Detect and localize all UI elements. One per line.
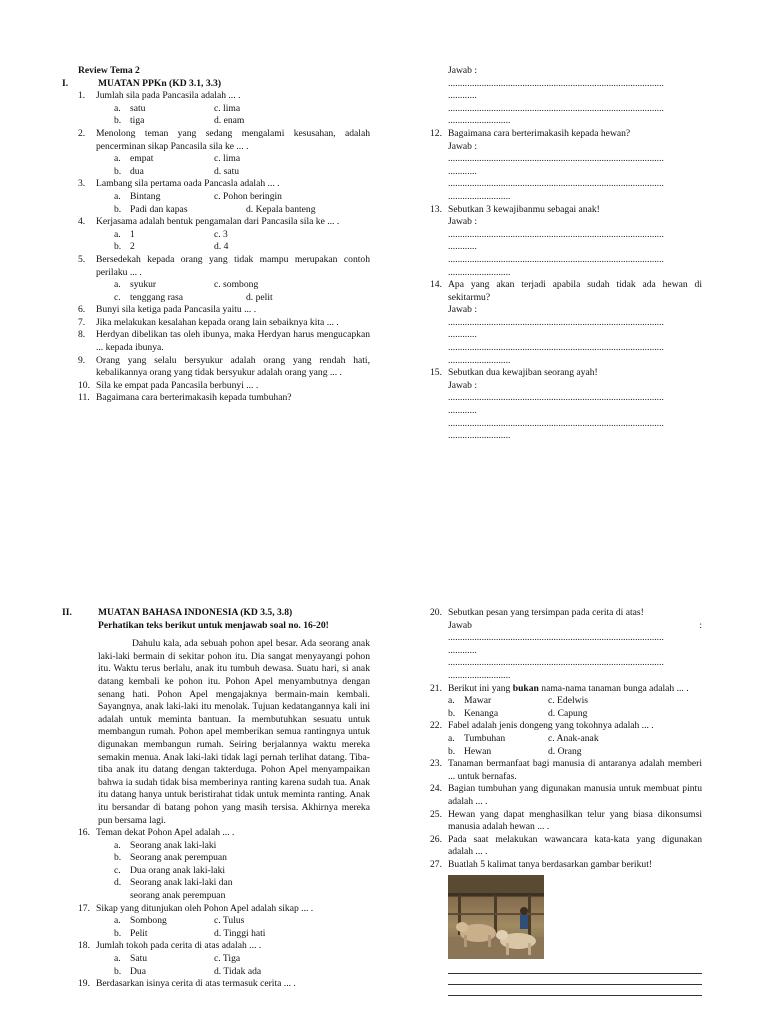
section2-instruction: Perhatikan teks berikut untuk menjawab soal no. 16-20!: [98, 619, 329, 631]
question-item: [62, 827, 370, 840]
answer-dots: ..........................................................................................: [448, 178, 664, 190]
answer-line: [448, 963, 702, 974]
answer-dots: ..........................: [448, 266, 511, 278]
question-item: [430, 367, 702, 380]
question-text: Sebutkan 3 kewajibanmu sebagai anak!: [448, 203, 600, 215]
question-number: 6.: [78, 304, 86, 316]
question-text: Jumlah sila pada Pancasila adalah ... .: [96, 90, 241, 102]
option-text: 1: [130, 228, 135, 240]
question-number: 27.: [430, 858, 442, 870]
answer-options: [62, 279, 370, 304]
question-text: Bunyi sila ketiga pada Pancasila yaitu ... .: [96, 304, 257, 316]
question-number: 5.: [78, 253, 86, 265]
option-text: Mawar: [464, 695, 492, 707]
question-22-options: [430, 733, 702, 758]
question-text: Menolong teman yang sedang mengalami kesusahan, adalah pencerminan sikap Pancasila sila ke ... .: [96, 127, 370, 152]
answer-options: [62, 103, 370, 128]
question-text: Hewan yang dapat menghasilkan telur yang biasa dikonsumsi manusia adalah hewan ... .: [448, 808, 702, 833]
question-item: [430, 279, 702, 304]
question-item: [62, 380, 370, 393]
question-text: Sebutkan dua kewajiban seorang ayah!: [448, 367, 598, 379]
answer-label: Jawab :: [448, 216, 478, 228]
essay-questions-top: [430, 65, 702, 443]
option-text: Padi dan kapas: [130, 203, 188, 215]
question-number: 8.: [78, 329, 86, 341]
answer-option-row: [448, 695, 702, 708]
question-number: 12.: [430, 127, 442, 139]
question-number: 11.: [78, 392, 90, 404]
question-number: 13.: [430, 203, 442, 215]
question-text: Orang yang selalu bersyukur adalah orang yang rendah hati, kebalikannya orang yang tidak bersyukur adalah orang yang ... .: [96, 354, 370, 379]
answer-option-row: [114, 279, 370, 292]
right-top-questions: [430, 128, 702, 443]
option-text: c. Tulus: [214, 915, 245, 927]
question-text: Tanaman bermanfaat bagi manusia di antaranya adalah memberi ... untuk bernafas.: [448, 758, 702, 782]
option-text: d. 4: [214, 241, 229, 253]
answer-dots: ..........................................................................................: [448, 392, 664, 404]
question-number: 20.: [430, 607, 442, 618]
option-text: Satu: [130, 953, 148, 965]
question-21-options: [430, 695, 702, 720]
question-number: 18.: [78, 940, 90, 952]
option-letter: a.: [114, 228, 121, 240]
answer-dots: ............: [448, 405, 477, 417]
option-letter: c.: [114, 291, 121, 303]
answer-option-row: [114, 928, 370, 941]
option-letter: a.: [114, 839, 121, 851]
option-text: c. Edelwis: [548, 695, 588, 707]
option-text: d. enam: [214, 115, 245, 127]
section2-questions: [62, 827, 370, 991]
question-text-part: nama-nama tanaman bunga adalah ... .: [538, 682, 689, 694]
answer-dots: ..........................: [448, 354, 511, 366]
section2-header: [62, 607, 370, 620]
option-letter: b.: [448, 745, 456, 757]
question-item: [62, 903, 370, 916]
answer-dots: ............: [448, 329, 477, 341]
question-item: [430, 128, 702, 141]
question-number: 4.: [78, 216, 86, 228]
section-bahasa-indonesia: [62, 607, 370, 991]
question-number: 14.: [430, 279, 442, 291]
option-letter: d.: [114, 877, 122, 889]
option-letter: b.: [114, 852, 122, 864]
option-text: d. Tinggi hati: [214, 927, 266, 939]
option-text: Seorang anak perempuan: [130, 852, 227, 864]
question-number: 22.: [430, 720, 442, 732]
option-text: dua: [130, 165, 144, 177]
answer-option-row: [114, 115, 370, 128]
question-26: [430, 834, 702, 859]
option-text: c. 3: [214, 228, 228, 240]
question-number: 26.: [430, 833, 442, 845]
question-number: 17.: [78, 902, 90, 914]
answer-dots: ..........................................................................................: [448, 417, 664, 429]
question-24: [430, 783, 702, 808]
answer-dots: ..........................: [448, 115, 511, 127]
questions-bottom-right: [430, 607, 702, 996]
question-item: [62, 128, 370, 153]
option-letter: b.: [114, 115, 122, 127]
answer-dots: ..........................................................................................: [448, 102, 664, 114]
answer-dots: ..........................................................................................: [448, 316, 664, 328]
question-item: [62, 90, 370, 103]
question-item: [62, 304, 370, 317]
option-letter: a.: [114, 102, 121, 114]
option-letter: b.: [114, 927, 122, 939]
answer-dots: ............: [448, 165, 477, 177]
answer-option-row: [114, 166, 370, 179]
answer-option-row: [448, 733, 702, 746]
option-text: c. Pohon beringin: [214, 190, 282, 202]
question-number: 10.: [78, 379, 90, 391]
option-text: Seorang anak laki-laki dan seorang anak perempuan: [130, 877, 233, 902]
option-text: Pelit: [130, 927, 148, 939]
option-letter: a.: [114, 953, 121, 965]
question-item: [430, 204, 702, 217]
answer-option-row: [114, 241, 370, 254]
answer-line: [448, 974, 702, 985]
question-text: Bersedekah kepada orang yang tidak mampu merupakan contoh perilaku ... .: [96, 253, 370, 278]
option-text: syukur: [130, 279, 157, 291]
option-letter: b.: [114, 965, 122, 977]
option-text: Sombong: [130, 915, 167, 927]
question-22: [430, 720, 702, 733]
question-text: Bagaimana cara berterimakasih kepada hewan?: [448, 127, 631, 139]
option-letter: b.: [114, 241, 122, 253]
question-text: Buatlah 5 kalimat tanya berdasarkan gambar berikut!: [448, 858, 653, 870]
question-text: Kerjasama adalah bentuk pengamalan dari Pancasila sila ke ... .: [96, 216, 340, 228]
story-text: Dahulu kala, ada sebuah pohon apel besar. Ada seorang anak laki-laki bermain di sekitar pohon itu. Dia sangat menyayangi pohon itu. Waktu terus berlalu, anak itu tumbuh dewasa. Suatu hari, si anak datang kembali ke pohon itu. Pohon Apel menyambutnya dengan senang hati. Pohon Apel mengajaknya bermain-main kembali. Sayangnya, anak laki-laki itu menolak. Tujuan kedatangannya kali ini adalah untuk meminta bantuan. Ia membutuhkan sesuatu untuk membangun rumah. Pohon apel memberikan semua rantingnya untuk digunakan membangun rumah. Seiring berjalannya waktu mereka semakin menua. Anak laki-laki tidak lagi pernah terlihat datang. Tiba-tiba anak itu datang dengan takterduga. Pohon Apel menyampaikan bahwa ia sudah tidak bisa memberinya ranting karena sudah tua. Anak itu datang hanya untuk beristirahat tidak untuk meminta ranting. Anak itu bersandar di batang pohon yang masih tersisa. Akhirnya mereka pun bersama lagi.: [98, 638, 370, 826]
answer-row-20: [430, 620, 702, 633]
option-text: d. Orang: [548, 745, 582, 757]
option-letter: a.: [448, 695, 455, 707]
option-text: empat: [130, 153, 154, 165]
question-text: Bagaimana cara berterimakasih kepada tumbuhan?: [96, 392, 292, 404]
question-item: [62, 940, 370, 953]
cattle-barn-photo: [448, 875, 544, 959]
option-text: Hewan: [464, 745, 492, 757]
question-27: [430, 859, 702, 872]
option-letter: c.: [114, 864, 121, 876]
answer-dots: ..........................................................................................: [448, 657, 664, 669]
question-number: 2.: [78, 127, 86, 139]
option-text: tenggang rasa: [130, 291, 184, 303]
option-text: c. lima: [214, 153, 241, 165]
option-letter: a.: [114, 915, 121, 927]
section1-title: MUATAN PPKn (KD 3.1, 3.3): [98, 77, 222, 89]
option-text: d. Tidak ada: [214, 965, 262, 977]
section1-questions: [62, 90, 370, 405]
answer-options: [62, 153, 370, 178]
question-number: 9.: [78, 354, 86, 366]
answer-colon: :: [699, 619, 702, 631]
question-text: Sebutkan pesan yang tersimpan pada cerita di atas!: [448, 607, 644, 618]
question-text-part: Berikut ini yang: [448, 682, 513, 694]
answer-dots: ..........................................................................................: [448, 153, 664, 165]
question-23: [430, 758, 702, 783]
question-text: Jika melakukan kesalahan kepada orang lain sebaiknya kita ... .: [96, 316, 339, 328]
answer-lines: [430, 392, 702, 442]
option-text: d. Capung: [548, 707, 588, 719]
option-text: c. Tiga: [214, 953, 241, 965]
option-text: d. satu: [214, 165, 240, 177]
answer-label: Jawab :: [448, 65, 478, 76]
answer-option-row: [114, 840, 370, 853]
question-number: 15.: [430, 367, 442, 379]
option-text: Dua: [130, 965, 146, 977]
answer-options: [62, 840, 370, 903]
question-item: [62, 254, 370, 279]
answer-option-row: [114, 966, 370, 979]
answer-options: [62, 191, 370, 216]
option-text: c. sombong: [214, 279, 259, 291]
answer-dots: ..........................................................................................: [448, 228, 664, 240]
answer-line: [448, 985, 702, 996]
question-21: [430, 683, 702, 696]
option-text: c. lima: [214, 102, 241, 114]
option-text: Seorang anak laki-laki: [130, 839, 217, 851]
option-text: Kenanga: [464, 707, 499, 719]
answer-lines-20: [430, 632, 702, 682]
answer-dots: ..........................................................................................: [448, 342, 664, 354]
question-number: 7.: [78, 316, 86, 328]
answer-option-row: [114, 915, 370, 928]
question-20: [430, 607, 702, 620]
answer-option-row: [114, 229, 370, 242]
question-number: 24.: [430, 783, 442, 795]
question-item: [62, 317, 370, 330]
answer-lines: [430, 317, 702, 367]
question-number: 23.: [430, 758, 442, 770]
answer-lines: [430, 229, 702, 279]
question-number: 3.: [78, 178, 86, 190]
answer-label: Jawab :: [448, 379, 478, 391]
answer-option-row: [114, 877, 370, 902]
answer-label: Jawab: [448, 619, 472, 631]
answer-dots: ..........................................................................................: [448, 632, 664, 644]
question-number: 21.: [430, 682, 442, 694]
review-title: Review Tema 2: [78, 65, 140, 76]
question-number: 16.: [78, 827, 90, 839]
answer-dots: ............: [448, 90, 477, 102]
answer-options: [62, 953, 370, 978]
answer-lines-11: [430, 78, 702, 128]
answer-lines: [430, 153, 702, 203]
section2-title: MUATAN BAHASA INDONESIA (KD 3.5, 3.8): [98, 607, 293, 618]
answer-option-row: [114, 865, 370, 878]
option-letter: b.: [114, 203, 122, 215]
answer-dots: ............: [448, 644, 477, 656]
question-text: Sikap yang ditunjukan oleh Pohon Apel adalah sikap ... .: [96, 902, 314, 914]
answer-dots: ..........................: [448, 430, 511, 442]
answer-dots: ..........................: [448, 669, 511, 681]
answer-option-row: [114, 852, 370, 865]
question-number: 25.: [430, 808, 442, 820]
section1-header: [62, 78, 370, 91]
option-letter: a.: [114, 190, 121, 202]
option-letter: a.: [114, 153, 121, 165]
answer-option-row: [114, 292, 370, 305]
section1-number: I.: [62, 77, 69, 89]
option-text: tiga: [130, 115, 145, 127]
option-text: Bintang: [130, 190, 161, 202]
answer-option-row: [448, 746, 702, 759]
question-item: [62, 178, 370, 191]
option-text: d. pelit: [246, 291, 273, 303]
question-text: Bagian tumbuhan yang digunakan manusia untuk membuat pintu adalah ... .: [448, 783, 702, 807]
question-number: 19.: [78, 978, 90, 990]
question-text: Teman dekat Pohon Apel adalah ... .: [96, 827, 235, 839]
answer-dots: ..........................................................................................: [448, 77, 664, 89]
question-text: Berdasarkan isinya cerita di atas termasuk cerita ... .: [96, 978, 296, 990]
question-number: 1.: [78, 90, 86, 102]
answer-dots: ..........................................................................................: [448, 253, 664, 265]
answer-option-row: [114, 103, 370, 116]
option-text: c. Anak-anak: [548, 732, 599, 744]
question-item: [62, 392, 370, 405]
question-text: [448, 683, 702, 696]
option-text: d. Kepala banteng: [246, 203, 316, 215]
cattle-barn-illustration: [448, 875, 544, 959]
question-text: Fabel adalah jenis dongeng yang tokohnya adalah ... .: [448, 720, 654, 732]
answer-option-row: [448, 708, 702, 721]
question-text: Lambang sila pertama oada Pancasla adalah ... .: [96, 178, 280, 190]
answer-label: Jawab :: [448, 140, 478, 152]
answer-option-row: [114, 953, 370, 966]
section2-number: II.: [62, 607, 72, 618]
option-text: Tumbuhan: [464, 732, 506, 744]
answer-options: [430, 695, 702, 720]
answer-options: [62, 229, 370, 254]
answer-option-row: [114, 153, 370, 166]
question-text: Apa yang akan terjadi apabila sudah tidak ada hewan di sekitarmu?: [448, 279, 702, 303]
option-text: Dua orang anak laki-laki: [130, 864, 226, 876]
answer-options: [62, 915, 370, 940]
question-text-emphasis: bukan: [512, 682, 539, 694]
answer-dots: ............: [448, 241, 477, 253]
answer-option-row: [114, 204, 370, 217]
answer-option-row: [114, 191, 370, 204]
question-text: Herdyan dibelikan tas oleh ibunya, maka Herdyan harus mengucapkan ... kepada ibunya.: [96, 329, 370, 354]
question-text: Jumlah tokoh pada cerita di atas adalah ... .: [96, 940, 262, 952]
option-letter: a.: [114, 279, 121, 291]
answer-label: Jawab :: [448, 304, 478, 316]
question-text: Sila ke empat pada Pancasila berbunyi ... .: [96, 379, 259, 391]
question-item: [62, 216, 370, 229]
option-text: satu: [130, 102, 146, 114]
question-25: [430, 809, 702, 834]
option-text: 2: [130, 241, 135, 253]
answer-dots: ..........................: [448, 190, 511, 202]
question-item: [62, 978, 370, 991]
option-letter: b.: [114, 165, 122, 177]
option-letter: b.: [448, 707, 456, 719]
question-item: [62, 329, 370, 354]
question-item: [62, 355, 370, 380]
option-letter: a.: [448, 732, 455, 744]
section-ppkn: [62, 65, 370, 405]
answer-options: [430, 733, 702, 758]
question-text: Pada saat melakukan wawancara kata-kata yang digunakan adalah ... .: [448, 833, 702, 858]
